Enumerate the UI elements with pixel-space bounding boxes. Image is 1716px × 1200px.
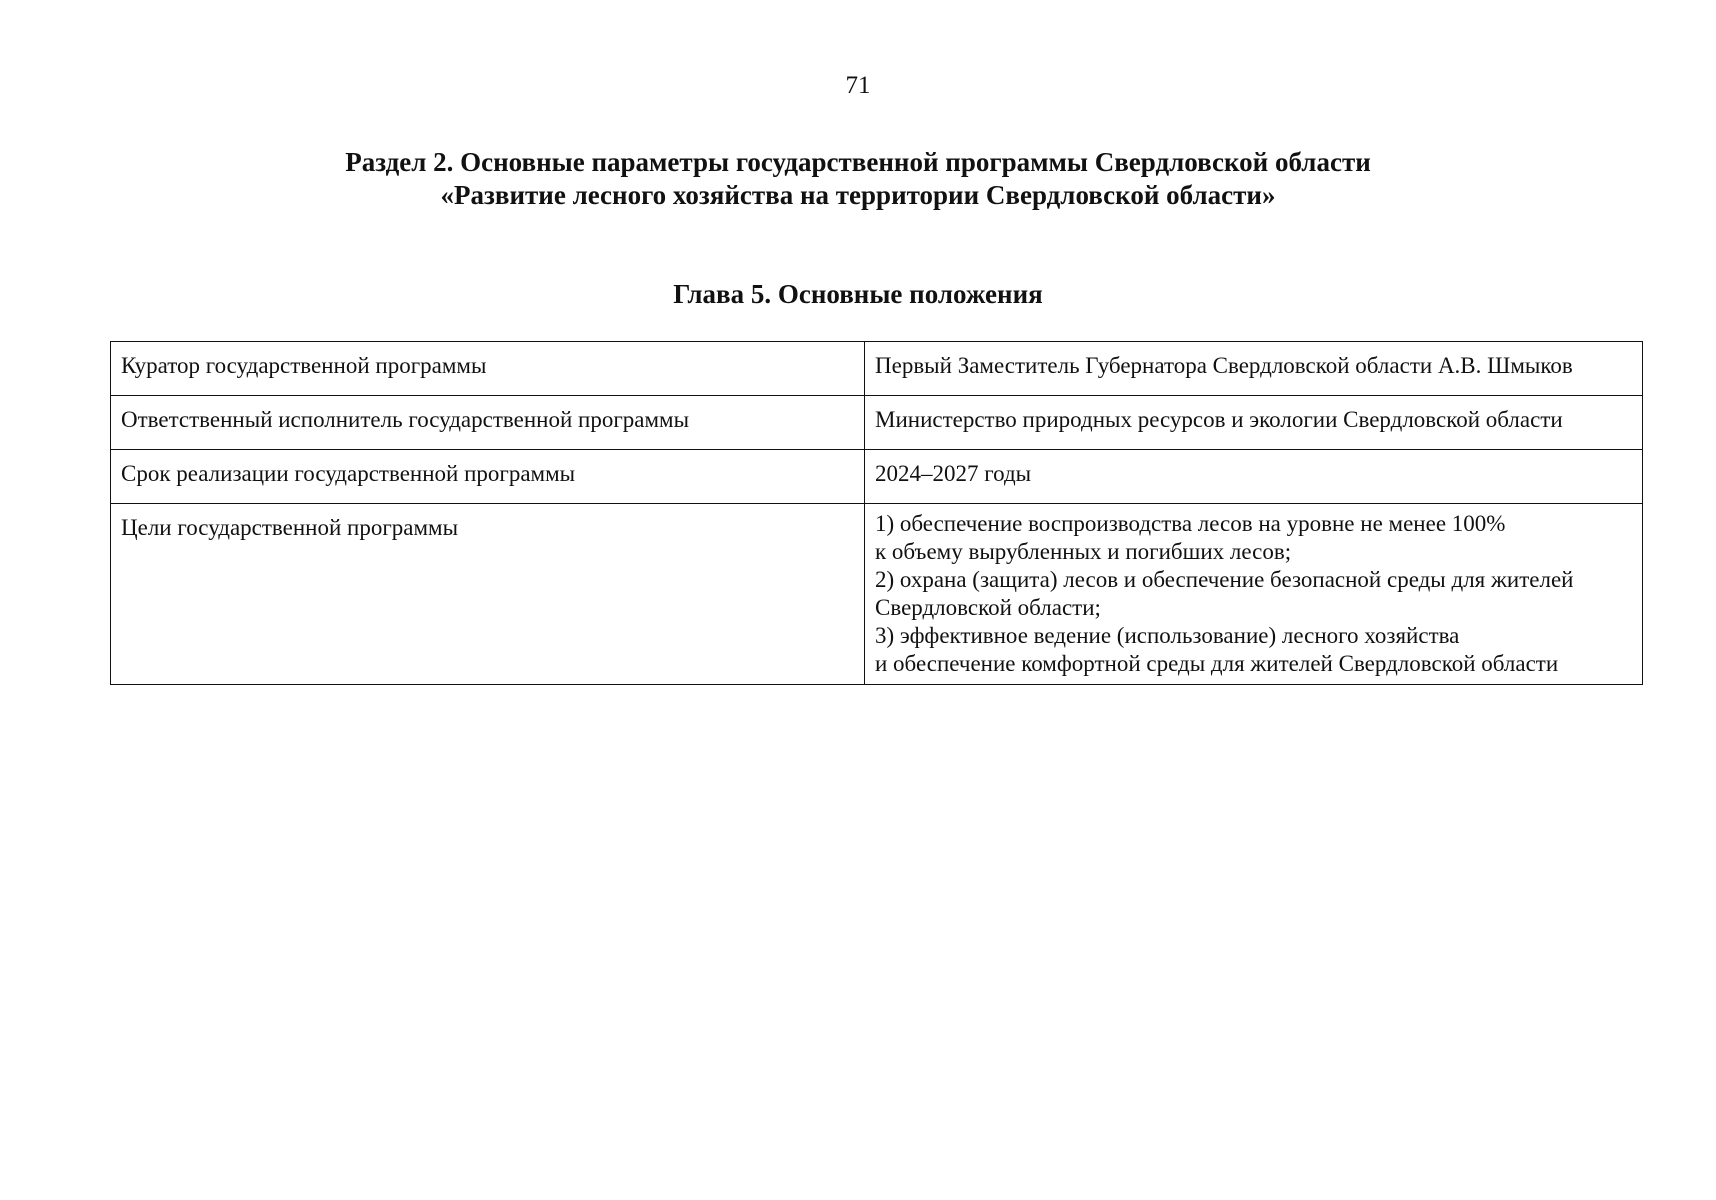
goal-line: 3) эффективное ведение (использование) лесного хозяйства xyxy=(875,623,1460,648)
table-row-responsible-executor xyxy=(111,396,1643,450)
goal-line: и обеспечение комфортной среды для жителей Свердловской области xyxy=(875,651,1559,676)
row-label-cell xyxy=(111,450,865,504)
chapter-title: Глава 5. Основные положения xyxy=(673,279,1043,309)
row-label-cell xyxy=(111,396,865,450)
row-label: Ответственный исполнитель государственной программы xyxy=(121,407,690,432)
row-value: 2024–2027 годы xyxy=(875,461,1032,486)
goal-line: 1) обеспечение воспроизводства лесов на уровне не менее 100% xyxy=(875,511,1506,536)
table-row-goals xyxy=(111,504,1643,685)
row-value: Первый Заместитель Губернатора Свердловской области А.В. Шмыков xyxy=(875,353,1573,378)
goal-line: к объему вырубленных и погибших лесов; xyxy=(875,539,1292,564)
section-title-line-1: Раздел 2. Основные параметры государственной программы Свердловской области xyxy=(345,147,1371,177)
row-label: Цели государственной программы xyxy=(121,515,459,540)
goal-line: 2) охрана (защита) лесов и обеспечение безопасной среды для жителей xyxy=(875,567,1574,592)
row-label: Срок реализации государственной программы xyxy=(121,461,576,486)
row-value-cell xyxy=(865,450,1643,504)
row-label-cell xyxy=(111,504,865,685)
row-value: Министерство природных ресурсов и экологии Свердловской области xyxy=(875,407,1563,432)
section-title-line-2: «Развитие лесного хозяйства на территории Свердловской области» xyxy=(440,180,1276,210)
row-label: Куратор государственной программы xyxy=(121,353,487,378)
section-title xyxy=(0,146,1716,212)
goals-value-cell xyxy=(865,504,1643,685)
row-value-cell xyxy=(865,342,1643,396)
table-row-curator xyxy=(111,342,1643,396)
table-row-implementation-period xyxy=(111,450,1643,504)
row-value-cell xyxy=(865,396,1643,450)
page-number: 71 xyxy=(845,72,871,99)
row-label-cell xyxy=(111,342,865,396)
program-parameters-table xyxy=(110,341,1643,685)
goal-line: Свердловской области; xyxy=(875,595,1101,620)
